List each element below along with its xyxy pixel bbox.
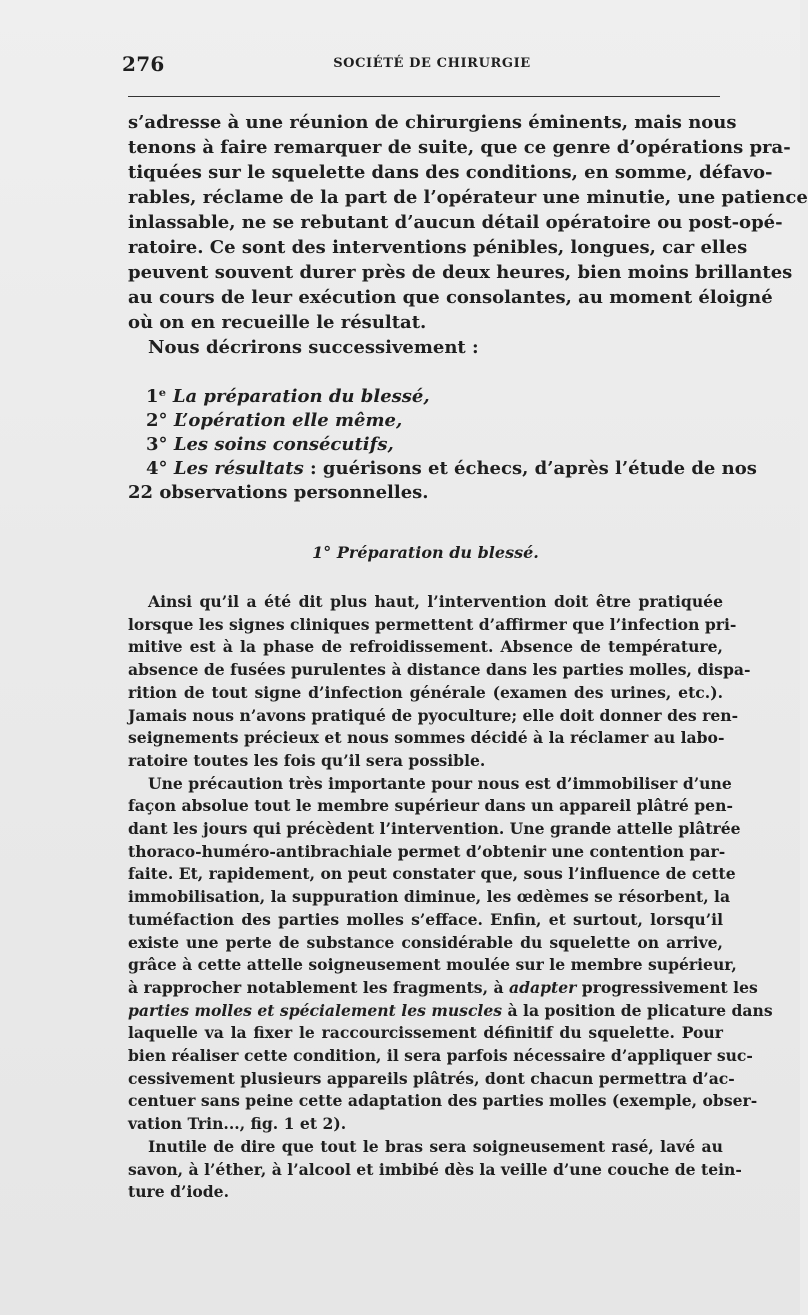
paragraph-2 [128,773,773,1136]
text-line: tenons à faire remarquer de suite, que ce genre d’opérations pra- [128,137,791,158]
text-run: à rapprocher notablement les fragments, à [128,977,509,997]
text-line [128,977,758,1000]
text-line: où on en recueille le résultat. [128,312,427,333]
list-item-title: L’opération elle même, [173,410,403,431]
page-header [122,52,722,78]
text-line: rables, réclame de la part de l’opérateur une minutie, une patience [128,187,808,208]
page-number: 276 [122,52,165,76]
text-line: tuméfaction des parties molles s’efface. Enfin, et surtout, lorsqu’il [128,909,723,929]
header-rule [128,96,720,97]
text-line: thoraco-huméro-antibrachiale permet d’obtenir une contention par- [128,841,726,861]
section-heading [128,543,723,562]
body-text [128,591,773,1204]
text-run: à la position de plicature dans [502,1000,773,1020]
text-run: progressivement les [576,977,758,997]
list-item-number: 4° [146,458,168,479]
text-line: ture d’iode. [128,1182,230,1202]
text-line: seignements précieux et nous sommes décidé à la réclamer au labo- [128,728,725,748]
list-item [146,385,722,409]
list-continuation: 22 observations personnelles. [128,482,429,503]
text-line: savon, à l’éther, à l’alcool et imbibé dès la veille d’une couche de tein- [128,1159,742,1179]
text-line: tiquées sur le squelette dans des conditions, en somme, défavo- [128,162,773,183]
text-line: rition de tout signe d’infection générale (examen des urines, etc.). [128,682,723,702]
text-line: dant les jours qui précèdent l’intervention. Une grande attelle plâtrée [128,819,741,839]
text-line: s’adresse à une réunion de chirurgiens éminents, mais nous [128,112,737,133]
text-line: au cours de leur exécution que consolantes, au moment éloigné [128,287,773,308]
italic-run: parties molles et spécialement les muscles [128,1000,503,1020]
text-line: inlassable, ne se rebutant d’aucun détail opératoire ou post-opé- [128,212,783,233]
list-item-number: 3° [146,434,168,455]
text-line: ratoire toutes les fois qu’il sera possible. [128,750,486,770]
list-item [146,433,722,457]
text-line: Inutile de dire que tout le bras sera soigneusement rasé, lavé au [148,1136,723,1156]
paragraph-1 [128,591,751,773]
paragraph-3 [128,1136,742,1204]
text-line: faite. Et, rapidement, on peut constater que, sous l’influence de cette [128,864,736,884]
section-title: Préparation du blessé. [336,543,539,562]
list-item-title: Les soins consécutifs, [173,434,394,455]
list-item-rest: : guérisons et échecs, d’après l’étude de nos [303,458,757,479]
section-number: 1° [312,543,332,562]
text-line: cessivement plusieurs appareils plâtrés, dont chacun permettra d’ac- [128,1068,735,1088]
text-line [128,1000,773,1023]
text-line: laquelle va la fixer le raccourcissement définitif du squelette. Pour [128,1023,723,1043]
text-line: mitive est à la phase de refroidissement. Absence de température, [128,637,723,657]
text-line: lorsque les signes cliniques permettent d’affirmer que l’infection pri- [128,614,737,634]
list-item [146,409,722,433]
text-line: grâce à cette attelle soigneusement moulée sur le membre supérieur, [128,955,737,975]
text-line: Jamais nous n’avons pratiqué de pyoculture; elle doit donner des ren- [128,705,739,725]
list-item-title: Les résultats [173,458,304,479]
text-line: peuvent souvent durer près de deux heures, bien moins brillantes [128,262,793,283]
text-line: centuer sans peine cette adaptation des parties molles (exemple, obser- [128,1091,758,1111]
text-line: Nous décrirons successivement : [148,337,479,358]
text-line: immobilisation, la suppuration diminue, les œdèmes se résorbent, la [128,887,731,907]
text-line: bien réaliser cette condition, il sera parfois nécessaire d’appliquer suc- [128,1046,753,1066]
text-line: ratoire. Ce sont des interventions pénibles, longues, car elles [128,237,748,258]
text-line: façon absolue tout le membre supérieur dans un appareil plâtré pen- [128,796,733,816]
italic-run: adapter [508,977,577,997]
text-line: existe une perte de substance considérable du squelette on arrive, [128,932,723,952]
list-item-number: 2° [146,410,168,431]
running-head: SOCIÉTÉ DE CHIRURGIE [333,56,531,71]
text-line: absence de fusées purulentes à distance dans les parties molles, dispa- [128,660,751,680]
text-line: Une précaution très importante pour nous est d’immobiliser d’une [148,773,732,793]
list-item-number: 1ᵉ [146,386,167,407]
intro-paragraph [128,110,808,360]
enumeration-list [128,385,757,505]
list-item-title: La préparation du blessé, [172,386,430,407]
text-line: Ainsi qu’il a été dit plus haut, l’intervention doit être pratiquée [148,592,723,611]
list-item [146,457,757,481]
text-line: vation Trin..., fig. 1 et 2). [128,1114,347,1134]
